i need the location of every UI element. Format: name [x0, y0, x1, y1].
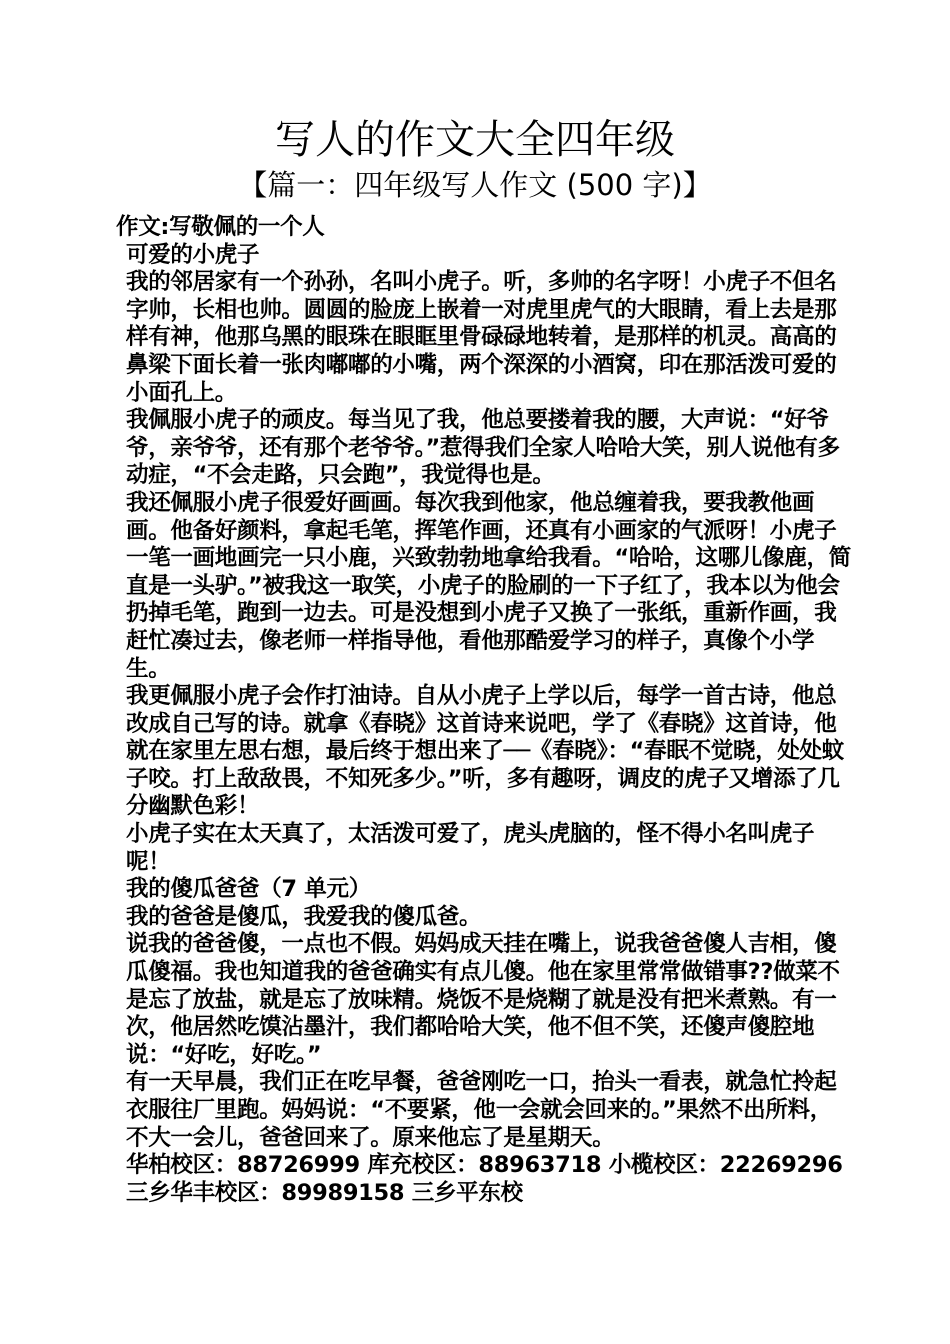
- footer-contact: 华柏校区：88726999 库充校区：88963718 小榄校区：22269296 三乡华丰校区：89989158 三乡平东校: [126, 1152, 843, 1206]
- essay2-paragraph: 有一天早晨，我们正在吃早餐，爸爸刚吃一口，抬头一看表，就急忙拎起衣服往厂里跑。妈妈说：“不要紧，他一会就会回来的。”果然不出所料，不大一会儿，爸爸回来了。原来他忘了是星期天。: [126, 1069, 837, 1151]
- essay2-title: 我的傻瓜爸爸（7 单元）: [126, 876, 371, 903]
- essay1-paragraph: 我佩服小虎子的顽皮。每当见了我，他总要搂着我的腰，大声说：“好爷爷，亲爷爷，还有那个老爷爷。”惹得我们全家人哈哈大笑，别人说他有多动症，“不会走路，只会跑”，我觉得也是。: [126, 407, 840, 489]
- document-body: [116, 214, 851, 1207]
- essay2-paragraph: 我的爸爸是傻瓜，我爱我的傻瓜爸。: [126, 903, 482, 930]
- essay2-paragraph: 说我的爸爸傻，一点也不假。妈妈成天挂在嘴上，说我爸爸傻人吉相，傻瓜傻福。我也知道我的爸爸确实有点儿傻。他在家里常常做错事??做菜不是忘了放盐，就是忘了放味精。烧饭不是烧糊了就是没有把米煮熟。有一次，他居然吃馍沾墨汁，我们都哈哈大笑，他不但不笑，还傻声傻腔地说：“好吃，好吃。”: [126, 931, 840, 1068]
- essay1-paragraph: 我的邻居家有一个孙孙，名叫小虎子。听，多帅的名字呀！小虎子不但名字帅，长相也帅。圆圆的脸庞上嵌着一对虎里虎气的大眼睛，看上去是那样有神，他那乌黑的眼珠在眼眶里骨碌碌地转着，是那样的机灵。高高的鼻梁下面长着一张肉嘟嘟的小嘴，两个深深的小酒窝，印在那活泼可爱的小面孔上。: [126, 269, 837, 406]
- essay1-paragraph: 我更佩服小虎子会作打油诗。自从小虎子上学以后，每学一首古诗，他总改成自己写的诗。就拿《春晓》这首诗来说吧，学了《春晓》这首诗，他就在家里左思右想，最后终于想出来了──《春晓》：“春眠不觉晓，处处蚊子咬。打上敌敌畏，不知死多少。”听，多有趣呀，调皮的虎子又增添了几分幽默色彩！: [126, 683, 844, 820]
- essay-heading: 作文:写敬佩的一个人: [116, 214, 325, 240]
- document-subtitle: 【篇一：四年级写人作文 (500 字)】: [238, 168, 712, 202]
- essay1-paragraph: 我还佩服小虎子很爱好画画。每次我到他家，他总缠着我，要我教他画画。他备好颜料，拿起毛笔，挥笔作画，还真有小画家的气派呀！小虎子一笔一画地画完一只小鹿，兴致勃勃地拿给我看。“哈哈，这哪儿像鹿，简直是一头驴。”被我这一取笑，小虎子的脸刷的一下子红了，我本以为他会扔掉毛笔，跑到一边去。可是没想到小虎子又换了一张纸，重新作画，我赶忙凑过去，像老师一样指导他，看他那酷爱学习的样子，真像个小学生。: [126, 489, 851, 682]
- essay1-title: 可爱的小虎子: [126, 241, 260, 268]
- document-title: 写人的作文大全四年级: [275, 117, 675, 163]
- essay1-paragraph: 小虎子实在太天真了，太活泼可爱了，虎头虎脑的，怪不得小名叫虎子呢！: [126, 821, 815, 875]
